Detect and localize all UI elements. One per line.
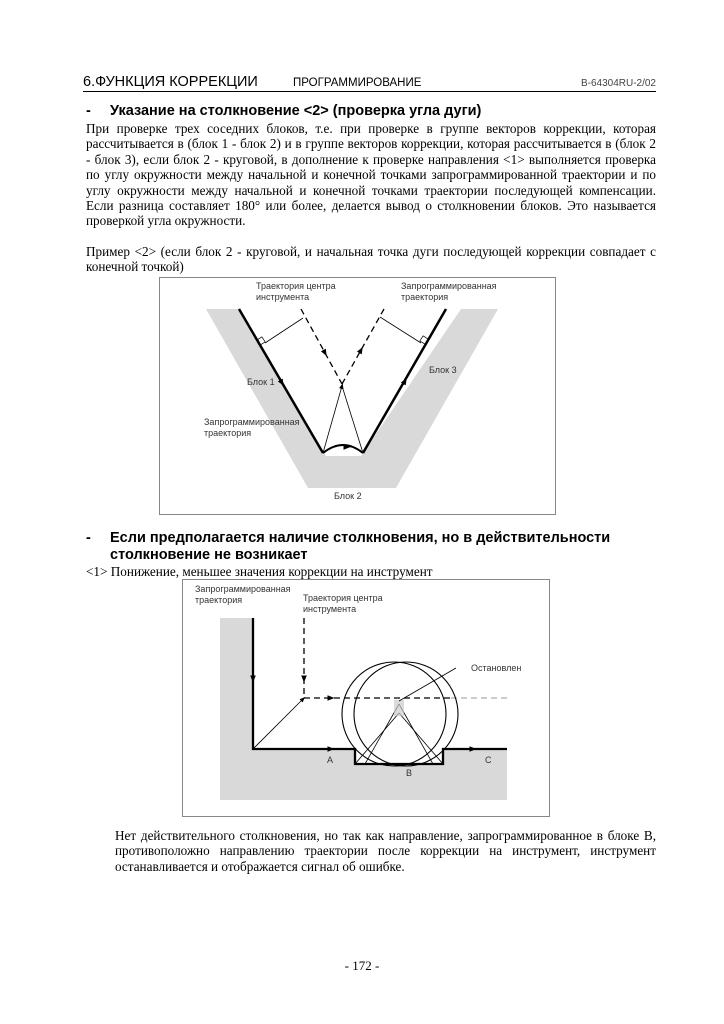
bullet: - bbox=[86, 530, 91, 546]
label-block1: Блок 1 bbox=[247, 377, 275, 387]
workpiece-groove bbox=[206, 309, 498, 488]
label-c: C bbox=[485, 755, 492, 765]
section2-subheading: <1> Понижение, меньшее значения коррекции на инструмент bbox=[86, 564, 433, 579]
section2-heading-line1: Если предполагается наличие столкновения, но в действительности bbox=[110, 530, 611, 546]
section2-heading-line2: столкновение не возникает bbox=[110, 547, 308, 563]
label-b: B bbox=[406, 768, 413, 778]
label-programmed-line1: Запрограммированная bbox=[195, 584, 291, 594]
page-number: - 172 - bbox=[344, 958, 380, 973]
figure-arc-angle-check bbox=[159, 277, 556, 515]
example-caption: Пример <2> (если блок 2 - круговой, и начальная точка дуги последующей коррекции совпадает с конечной точкой) bbox=[86, 244, 656, 275]
section2-paragraph: Нет действительного столкновения, но так как направление, запрограммированное в блоке B, противоположно направлению траектории после коррекции на инструмент, инструмент останавливается и отображается сигнал об ошибке. bbox=[115, 828, 656, 874]
stopped-leader bbox=[399, 668, 456, 701]
doc-code: B-64304RU-2/02 bbox=[580, 78, 656, 89]
label-tool-center-1: Траектория центра bbox=[256, 281, 336, 291]
label-tool-center-2: инструмента bbox=[256, 292, 310, 302]
tool-center-path-left bbox=[301, 309, 342, 384]
vector-left bbox=[323, 386, 342, 453]
label-programmed-left-1: Запрограммированная bbox=[204, 417, 300, 427]
section-title: ПРОГРАММИРОВАНИЕ bbox=[293, 77, 422, 89]
programmed-path bbox=[253, 618, 507, 764]
label-programmed-path bbox=[195, 584, 291, 606]
label-programmed-left-2: траектория bbox=[204, 428, 252, 438]
workpiece bbox=[220, 618, 507, 800]
offset-left bbox=[265, 318, 303, 343]
label-tool-center-2: инструмента bbox=[303, 604, 357, 614]
figure-no-collision bbox=[182, 579, 550, 817]
offset-right bbox=[380, 317, 421, 343]
offset-vector bbox=[253, 699, 303, 749]
block2-arc bbox=[323, 445, 363, 453]
header-rule bbox=[83, 91, 656, 92]
label-block2: Блок 2 bbox=[334, 491, 362, 501]
vector-right bbox=[342, 386, 363, 453]
label-a: A bbox=[327, 755, 334, 765]
section-heading: Указание на столкновение <2> (проверка угла дуги) bbox=[110, 103, 482, 119]
label-programmed-top-2: траектория bbox=[401, 292, 449, 302]
section-paragraph: При проверке трех соседних блоков, т.е. при проверке в группе векторов коррекции, которая рассчитывается в (блок 1 - блок 2) и в группе векторов коррекции, которая рассчитывается в (блок 2 - блок 3), если блок 2 - круговой, в дополнение к проверке направления <1> выполняется проверка по углу окружности между начальной и конечной точками запрограммированной траектории и по углу окружности между начальной и конечной точками траектории последующей компенсации. Если разница составляет 180° или более, делается вывод о столкновении блоков. Это называется проверкой угла окружности. bbox=[86, 121, 656, 229]
chapter-title: 6.ФУНКЦИЯ КОРРЕКЦИИ bbox=[83, 74, 258, 90]
tool-circle-2 bbox=[354, 662, 458, 766]
bullet: - bbox=[86, 103, 91, 119]
label-programmed-top-1: Запрограммированная bbox=[401, 281, 497, 291]
label-block3: Блок 3 bbox=[429, 365, 457, 375]
figure2-diagram bbox=[183, 580, 549, 816]
tool-center-path-right bbox=[342, 309, 384, 384]
figure1-diagram bbox=[160, 278, 555, 514]
label-programmed-line2: траектория bbox=[195, 595, 243, 605]
label-stopped: Остановлен bbox=[471, 663, 522, 673]
label-tool-center-1: Траектория центра bbox=[303, 593, 383, 603]
